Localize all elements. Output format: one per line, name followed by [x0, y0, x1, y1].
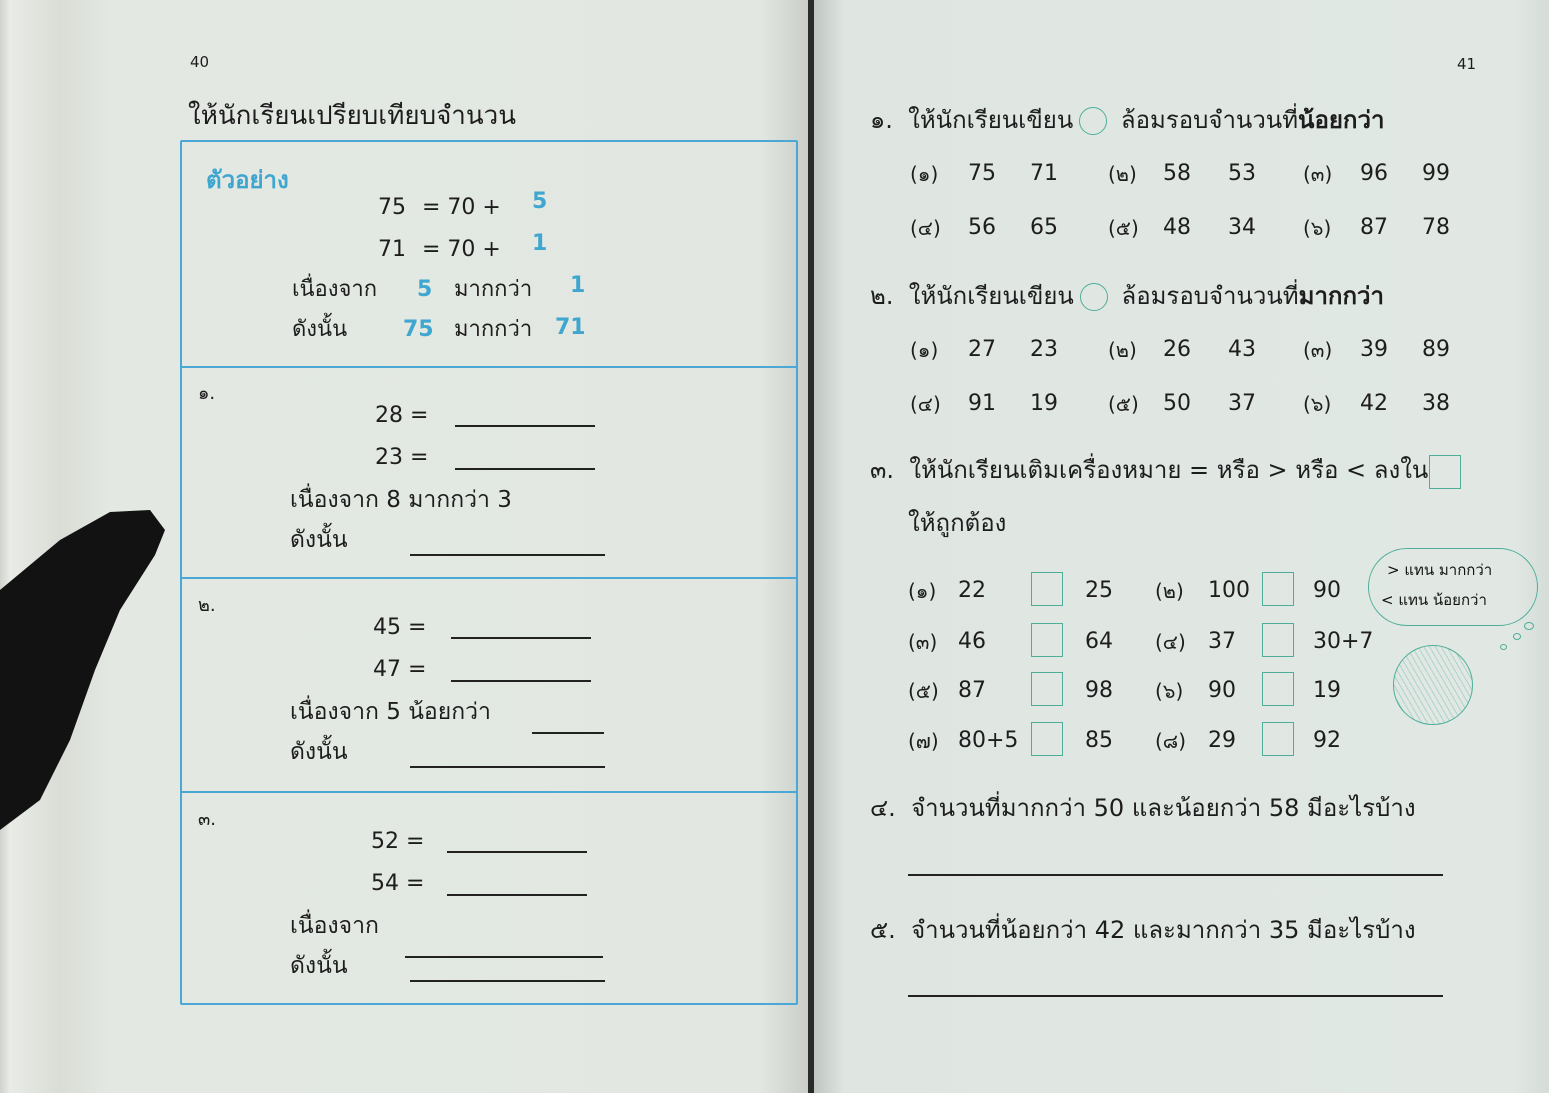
item-label: (๖) — [1303, 392, 1332, 416]
item-label: (๖) — [1155, 679, 1184, 703]
item-label: (๖) — [1303, 216, 1332, 240]
item-label: (๓) — [908, 630, 938, 654]
because-line: เนื่องจาก 8 มากกว่า 3 — [290, 487, 512, 513]
item-number: 80+5 — [958, 728, 1019, 753]
answer-box[interactable] — [1031, 572, 1063, 606]
question-number: ๔. — [870, 794, 896, 822]
item-number[interactable]: 37 — [1228, 391, 1256, 416]
answer-box[interactable] — [1262, 672, 1294, 706]
hint-less: < แทน น้อยกว่า — [1381, 591, 1487, 609]
answer-box[interactable] — [1031, 623, 1063, 657]
item-number: 29 — [1208, 728, 1236, 753]
item-label: (๕) — [1108, 216, 1139, 240]
compare-word: มากกว่า — [454, 277, 533, 302]
circle-icon — [1080, 283, 1108, 311]
item-number: 22 — [958, 578, 986, 603]
item-number[interactable]: 78 — [1422, 215, 1450, 240]
question-5 — [870, 916, 1416, 944]
answer-line[interactable] — [451, 680, 591, 682]
example-value: 5 — [532, 189, 548, 214]
question-emphasis: น้อยกว่า — [1298, 106, 1385, 134]
question-text: จำนวนที่มากกว่า 50 และน้อยกว่า 58 มีอะไรบ้าง — [911, 794, 1416, 822]
item-number[interactable]: 48 — [1163, 215, 1191, 240]
item-number[interactable]: 96 — [1360, 161, 1388, 186]
item-number[interactable]: 38 — [1422, 391, 1450, 416]
answer-box[interactable] — [1262, 572, 1294, 606]
item-number[interactable]: 89 — [1422, 337, 1450, 362]
item-number: 30+7 — [1313, 629, 1374, 654]
example-value: 71 — [555, 315, 586, 340]
question-number: ๒. — [870, 282, 894, 310]
item-number: 37 — [1208, 629, 1236, 654]
example-number: 71 — [378, 237, 406, 262]
answer-line[interactable] — [908, 874, 1443, 876]
answer-line[interactable] — [410, 554, 605, 556]
bubble-dot — [1524, 622, 1534, 630]
item-label: (๕) — [908, 679, 939, 703]
question-2-heading — [870, 282, 1384, 311]
answer-line[interactable] — [451, 637, 591, 639]
question-text: จำนวนที่น้อยกว่า 42 และมากกว่า 35 มีอะไรบ้าง — [911, 916, 1416, 944]
item-number: 46 — [958, 629, 986, 654]
answer-line[interactable] — [908, 995, 1443, 997]
item-label: (๘) — [1155, 729, 1187, 753]
question-4 — [870, 794, 1416, 822]
item-number: 19 — [1313, 678, 1341, 703]
item-label: (๑) — [908, 579, 937, 603]
page-number-left: 40 — [190, 53, 210, 71]
exercise-box — [180, 140, 798, 1005]
answer-line[interactable] — [410, 980, 605, 982]
item-number[interactable]: 58 — [1163, 161, 1191, 186]
item-number[interactable]: 75 — [968, 161, 996, 186]
item-number: 90 — [1208, 678, 1236, 703]
item-label: (๔) — [910, 392, 941, 416]
because-line: เนื่องจาก — [290, 913, 379, 939]
answer-box[interactable] — [1262, 722, 1294, 756]
item-number[interactable]: 91 — [968, 391, 996, 416]
because-label: เนื่องจาก — [292, 277, 378, 302]
example-label: ตัวอย่าง — [206, 166, 289, 194]
item-number[interactable]: 53 — [1228, 161, 1256, 186]
divider — [180, 791, 798, 793]
item-number[interactable]: 27 — [968, 337, 996, 362]
item-number: 100 — [1208, 578, 1250, 603]
page-title: ให้นักเรียนเปรียบเทียบจำนวน — [188, 101, 517, 131]
page-number-right: 41 — [1457, 55, 1477, 73]
therefore-label: ดังนั้น — [292, 317, 348, 342]
bubble-dot — [1500, 644, 1507, 650]
circle-icon — [1079, 107, 1107, 135]
example-value: 75 — [403, 317, 434, 342]
exercise-number: ๑. — [198, 383, 216, 404]
item-number[interactable]: 71 — [1030, 161, 1058, 186]
question-text: ให้นักเรียนเขียน — [908, 106, 1074, 134]
item-label: (๓) — [1303, 162, 1333, 186]
item-label: (๑) — [910, 338, 939, 362]
item-label: (๔) — [910, 216, 941, 240]
answer-line[interactable] — [447, 894, 587, 896]
exercise-line-2: 47 = — [373, 657, 427, 682]
exercise-line-1: 28 = — [375, 403, 429, 428]
item-number: 87 — [958, 678, 986, 703]
item-label: (๕) — [1108, 392, 1139, 416]
item-number: 90 — [1313, 578, 1341, 603]
thought-bubble — [1368, 548, 1538, 626]
item-number: 25 — [1085, 578, 1113, 603]
item-label: (๓) — [1303, 338, 1333, 362]
item-number[interactable]: 43 — [1228, 337, 1256, 362]
answer-box[interactable] — [1031, 722, 1063, 756]
question-1-heading — [870, 106, 1384, 135]
item-number: 92 — [1313, 728, 1341, 753]
item-number: 98 — [1085, 678, 1113, 703]
exercise-line-1: 45 = — [373, 615, 427, 640]
example-expression: = 70 + — [422, 195, 501, 220]
item-number[interactable]: 99 — [1422, 161, 1450, 186]
item-label: (๑) — [910, 162, 939, 186]
item-number[interactable]: 39 — [1360, 337, 1388, 362]
item-label: (๗) — [908, 729, 939, 753]
answer-line[interactable] — [455, 468, 595, 470]
compare-word: มากกว่า — [454, 317, 533, 342]
example-value: 1 — [532, 231, 548, 256]
answer-line[interactable] — [410, 766, 605, 768]
bubble-dot — [1513, 633, 1521, 640]
because-line: เนื่องจาก 5 น้อยกว่า — [290, 699, 491, 725]
item-number[interactable]: 50 — [1163, 391, 1191, 416]
question-number: ๑. — [870, 106, 893, 134]
item-number: 64 — [1085, 629, 1113, 654]
exercise-line-2: 54 = — [371, 871, 425, 896]
item-number[interactable]: 42 — [1360, 391, 1388, 416]
exercise-number: ๒. — [198, 595, 216, 616]
answer-line[interactable] — [447, 851, 587, 853]
item-number[interactable]: 65 — [1030, 215, 1058, 240]
question-3-text-2: ให้ถูกต้อง — [908, 509, 1007, 537]
answer-line[interactable] — [455, 425, 595, 427]
divider — [180, 577, 798, 579]
answer-box[interactable] — [1262, 623, 1294, 657]
question-number: ๕. — [870, 916, 896, 944]
answer-box-icon — [1429, 455, 1461, 489]
hint-greater: > แทน มากกว่า — [1387, 561, 1493, 579]
item-label: (๒) — [1108, 162, 1137, 186]
item-number[interactable]: 19 — [1030, 391, 1058, 416]
item-label: (๒) — [1108, 338, 1137, 362]
question-text: ล้อมรอบจำนวนที่ — [1120, 106, 1299, 134]
item-number[interactable]: 23 — [1030, 337, 1058, 362]
girl-illustration — [1393, 645, 1473, 725]
item-number[interactable]: 56 — [968, 215, 996, 240]
answer-line[interactable] — [532, 732, 604, 734]
question-emphasis: มากกว่า — [1298, 282, 1384, 310]
item-number[interactable]: 26 — [1163, 337, 1191, 362]
item-number[interactable]: 34 — [1228, 215, 1256, 240]
question-text: ล้อมรอบจำนวนที่ — [1121, 282, 1299, 310]
example-value: 1 — [570, 273, 586, 298]
item-label: (๔) — [1155, 630, 1186, 654]
exercise-number: ๓. — [198, 809, 217, 830]
question-text: ให้นักเรียนเติมเครื่องหมาย = หรือ > หรือ < ลงใน — [909, 456, 1429, 484]
item-number[interactable]: 87 — [1360, 215, 1388, 240]
therefore-line: ดังนั้น — [290, 739, 348, 765]
example-value: 5 — [417, 277, 433, 302]
example-expression: = 70 + — [422, 237, 501, 262]
question-number: ๓. — [870, 456, 895, 484]
answer-box[interactable] — [1031, 672, 1063, 706]
item-number: 85 — [1085, 728, 1113, 753]
therefore-line: ดังนั้น — [290, 527, 348, 553]
question-3-heading — [870, 456, 1428, 484]
question-text: ให้นักเรียนเขียน — [908, 282, 1074, 310]
answer-line[interactable] — [405, 956, 603, 958]
exercise-line-2: 23 = — [375, 445, 429, 470]
divider — [180, 366, 798, 368]
exercise-line-1: 52 = — [371, 829, 425, 854]
therefore-line: ดังนั้น — [290, 953, 348, 979]
example-number: 75 — [378, 195, 406, 220]
item-label: (๒) — [1155, 579, 1184, 603]
